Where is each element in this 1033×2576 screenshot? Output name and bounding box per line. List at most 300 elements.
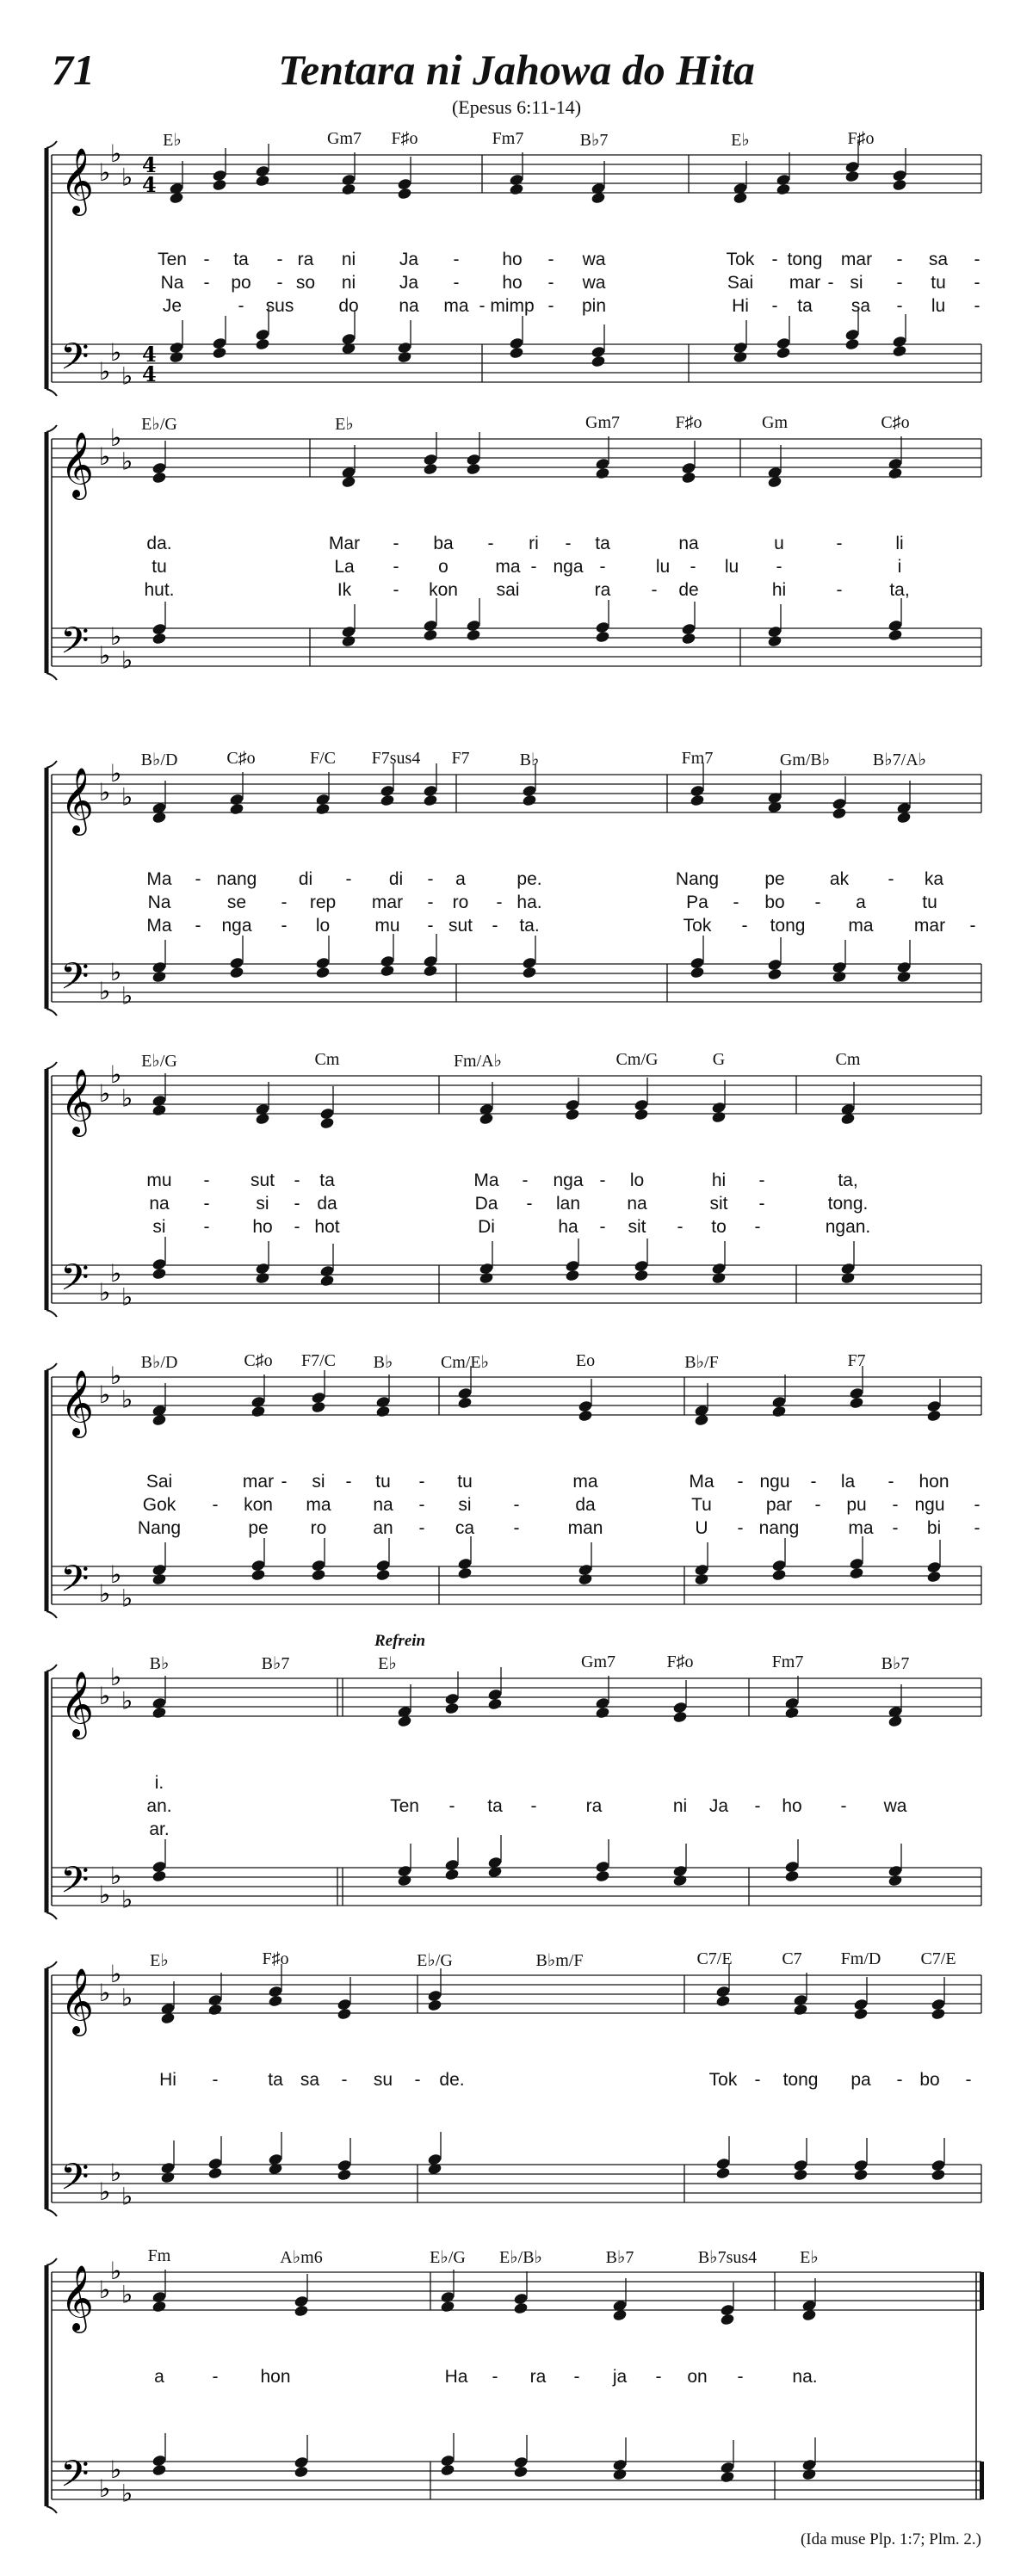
note-head — [294, 2295, 309, 2307]
lyric-syllable: lu — [655, 557, 671, 577]
lyric-syllable: pa — [851, 2070, 871, 2090]
note-head — [767, 625, 782, 638]
lyric-syllable: - — [294, 1171, 300, 1190]
chord-symbol: Cm/G — [615, 1050, 659, 1069]
lyric-syllable: - — [195, 869, 201, 889]
chord-symbol: F♯o — [675, 413, 702, 432]
lyric-syllable: si — [152, 1217, 166, 1237]
key-flat-icon: ♭ — [110, 1560, 122, 1589]
lyric-syllable: nga — [553, 1171, 584, 1190]
lyric-syllable: ma — [572, 1472, 598, 1492]
hymn-number: 71 — [52, 46, 95, 94]
footnote: (Ida muse Plp. 1:7; Plm. 2.) — [800, 2530, 981, 2548]
lyric-syllable: do — [338, 296, 359, 316]
chord-symbol: Gm — [762, 413, 788, 432]
note-head — [784, 1696, 800, 1709]
lyric-syllable: ni — [341, 250, 356, 269]
lyric-syllable: - — [203, 273, 210, 293]
note-head — [397, 177, 412, 190]
lyric-syllable: Gok — [142, 1495, 176, 1515]
note-head — [771, 1395, 787, 1408]
chord-symbol: C7 — [782, 1949, 802, 1968]
note-head — [672, 1864, 688, 1877]
note-head — [152, 622, 167, 635]
lyric-syllable: - — [888, 869, 894, 889]
lyric-syllable: mar — [371, 893, 404, 912]
key-flat-icon: ♭ — [110, 1060, 122, 1089]
lyric-syllable: u — [774, 534, 784, 553]
chord-symbol: Eo — [575, 1351, 596, 1370]
lyric-syllable: Nang — [137, 1518, 182, 1538]
lyric-syllable: pe. — [516, 869, 542, 889]
lyric-syllable: - — [203, 250, 210, 269]
lyric-syllable: ta — [233, 250, 249, 269]
chord-symbol: Cm — [314, 1050, 340, 1069]
key-flat-icon: ♭ — [110, 2456, 122, 2484]
key-flat-icon: ♭ — [121, 2280, 133, 2309]
lyric-syllable: mar — [913, 916, 946, 936]
lyric-syllable: an. — [146, 1796, 172, 1816]
note-head — [793, 1993, 808, 2006]
chord-symbol: E♭/G — [141, 1052, 177, 1071]
chord-symbol: F7sus4 — [371, 749, 421, 768]
lyric-syllable: - — [427, 916, 434, 936]
note-head — [251, 1395, 266, 1408]
note-head — [152, 961, 167, 973]
lyric-syllable: - — [294, 1194, 300, 1214]
note-head — [337, 2159, 352, 2171]
key-flat-icon: ♭ — [110, 423, 122, 452]
lyric-syllable: la — [840, 1472, 856, 1492]
lyric-syllable: man — [567, 1518, 603, 1538]
note-head — [892, 335, 907, 348]
lyric-syllable: Na — [147, 893, 171, 912]
chord-symbol: E♭ — [378, 1654, 397, 1673]
lyric-syllable: - — [492, 2367, 498, 2387]
note-head — [397, 341, 412, 354]
lyric-syllable: Nang — [675, 869, 720, 889]
lyric-syllable: na — [678, 534, 699, 553]
lyric-syllable: sut — [448, 916, 473, 936]
lyric-syllable: tu — [922, 893, 937, 912]
note-head — [832, 961, 847, 973]
lyric-syllable: - — [276, 250, 283, 269]
lyric-syllable: ho — [782, 1796, 802, 1816]
bass-clef-icon: 𝄢 — [60, 955, 90, 1007]
hymn-title: Tentara ni Jahowa do Hita — [278, 46, 755, 94]
bass-clef-icon: 𝄢 — [60, 1257, 90, 1308]
lyric-syllable: - — [771, 296, 778, 316]
lyric-syllable: - — [758, 1171, 765, 1190]
bass-clef-icon: 𝄢 — [60, 1859, 90, 1911]
lyric-syllable: sut — [250, 1171, 275, 1190]
chord-symbol: F♯o — [262, 1949, 289, 1968]
note-head — [423, 453, 438, 466]
lyric-syllable: ta — [595, 534, 610, 553]
lyric-syllable: pin — [581, 296, 607, 316]
lyric-syllable: Tok — [683, 916, 712, 936]
key-flat-icon: ♭ — [110, 139, 122, 168]
lyric-syllable: an — [373, 1518, 393, 1538]
lyric-syllable: mar — [840, 250, 873, 269]
lyric-syllable: - — [737, 2367, 744, 2387]
lyric-syllable: - — [345, 869, 352, 889]
lyric-syllable: ak — [829, 869, 850, 889]
key-flat-icon: ♭ — [99, 2474, 111, 2503]
note-head — [767, 958, 782, 971]
note-head — [595, 1696, 610, 1709]
key-flat-icon: ♭ — [99, 2276, 111, 2304]
key-flat-icon: ♭ — [110, 958, 122, 986]
music-system — [0, 1949, 1033, 2233]
key-flat-icon: ♭ — [121, 1282, 133, 1312]
note-head — [801, 2458, 817, 2471]
lyric-syllable: - — [492, 916, 498, 936]
note-head — [319, 1264, 335, 1277]
lyric-syllable: nga — [221, 916, 252, 936]
lyric-syllable: si — [850, 273, 863, 293]
lyric-syllable: rep — [309, 893, 337, 912]
note-head — [423, 784, 438, 797]
chord-symbol: A♭m6 — [280, 2248, 323, 2267]
lyric-syllable: ar. — [149, 1819, 170, 1839]
chord-symbol: B♭/D — [140, 751, 178, 769]
key-flat-icon: ♭ — [99, 1079, 111, 1108]
chord-symbol: F♯o — [391, 129, 418, 148]
note-head — [784, 1860, 800, 1873]
note-head — [479, 1262, 494, 1275]
lyric-syllable: na. — [792, 2367, 818, 2387]
chord-symbol: E♭ — [800, 2248, 819, 2267]
treble-clef-icon: 𝄞 — [60, 767, 95, 833]
note-head — [513, 2456, 529, 2468]
lyric-syllable: - — [203, 1171, 210, 1190]
lyric-syllable: Hi — [159, 2070, 176, 2090]
note-head — [595, 1860, 610, 1873]
key-flat-icon: ♭ — [121, 1385, 133, 1414]
lyric-syllable: lu — [931, 296, 946, 316]
lyric-syllable: - — [496, 893, 503, 912]
key-flat-icon: ♭ — [99, 977, 111, 1005]
note-head — [926, 1399, 942, 1412]
note-head — [457, 1557, 473, 1570]
note-head — [522, 784, 537, 797]
lyric-syllable: - — [974, 273, 980, 293]
note-head — [578, 1399, 593, 1412]
key-flat-icon: ♭ — [110, 2159, 122, 2187]
lyric-syllable: - — [896, 250, 903, 269]
lyric-syllable: ta — [319, 1171, 335, 1190]
note-head — [849, 1557, 864, 1570]
lyric-syllable: - — [771, 250, 778, 269]
note-head — [152, 1257, 167, 1270]
chord-symbol: E♭ — [731, 131, 750, 150]
key-flat-icon: ♭ — [121, 447, 133, 476]
lyric-syllable: Sai — [145, 1472, 173, 1492]
note-head — [152, 1563, 167, 1576]
lyric-syllable: ra — [594, 580, 611, 600]
lyric-syllable: ta. — [519, 916, 540, 936]
lyric-syllable: mar — [789, 273, 821, 293]
lyric-syllable: ro — [452, 893, 469, 912]
chord-symbol: E♭/G — [417, 1951, 453, 1970]
lyric-syllable: tu — [931, 273, 946, 293]
lyric-syllable: Da — [474, 1194, 498, 1214]
note-head — [715, 2157, 731, 2170]
lyric-syllable: na — [149, 1194, 170, 1214]
chord-symbol: B♭ — [519, 751, 540, 769]
lyric-syllable: tu — [375, 1472, 391, 1492]
chord-symbol: F7 — [451, 749, 470, 768]
lyric-syllable: pe — [764, 869, 785, 889]
lyric-syllable: Ja — [399, 250, 419, 269]
note-head — [853, 1998, 869, 2011]
lyric-syllable: ta — [268, 2070, 283, 2090]
treble-clef-icon: 𝄞 — [60, 1068, 95, 1134]
lyric-syllable: da — [575, 1495, 596, 1515]
lyric-syllable: - — [814, 893, 821, 912]
lyric-syllable: - — [345, 1472, 352, 1492]
staff-graphics — [0, 2246, 1033, 2530]
treble-clef-icon: 𝄞 — [60, 2264, 95, 2331]
bass-clef-icon: 𝄢 — [60, 336, 90, 387]
lyric-syllable: mu — [374, 916, 400, 936]
lyric-syllable: ca — [455, 1518, 475, 1538]
note-head — [397, 1864, 412, 1877]
note-head — [771, 1559, 787, 1572]
note-head — [578, 1563, 593, 1576]
chord-symbol: Cm — [835, 1050, 861, 1069]
lyric-syllable: mu — [146, 1171, 172, 1190]
lyric-syllable: ho — [502, 273, 523, 293]
note-head — [212, 337, 227, 349]
key-flat-icon: ♭ — [121, 1084, 133, 1113]
lyric-syllable: - — [294, 1217, 300, 1237]
lyric-syllable: lan — [555, 1194, 581, 1214]
staff-graphics — [0, 413, 1033, 697]
note-head — [595, 621, 610, 633]
chord-symbol: F7/C — [300, 1351, 337, 1370]
bass-clef-icon: 𝄢 — [60, 2156, 90, 2208]
note-head — [522, 956, 537, 969]
lyric-syllable: Ja — [708, 1796, 729, 1816]
note-head — [375, 1559, 391, 1572]
lyric-syllable: Ten — [158, 250, 187, 269]
note-head — [255, 164, 270, 177]
lyric-syllable: - — [896, 2070, 903, 2090]
lyric-syllable: - — [414, 2070, 421, 2090]
lyric-syllable: wa — [582, 250, 606, 269]
lyric-syllable: - — [238, 296, 244, 316]
lyric-syllable: - — [530, 1796, 537, 1816]
lyric-syllable: ngu — [914, 1495, 945, 1515]
note-head — [423, 954, 438, 967]
note-head — [776, 173, 791, 186]
lyric-syllable: - — [453, 250, 460, 269]
lyric-syllable: - — [393, 580, 399, 600]
note-head — [440, 2290, 455, 2303]
lyric-syllable: - — [892, 1518, 899, 1538]
lyric-syllable: - — [427, 893, 434, 912]
lyric-syllable: Ma — [473, 1171, 499, 1190]
note-head — [440, 2454, 455, 2467]
lyric-syllable: - — [479, 296, 486, 316]
key-flat-icon: ♭ — [121, 782, 133, 812]
lyric-syllable: - — [810, 1472, 817, 1492]
note-head — [681, 461, 696, 474]
chord-symbol: F/C — [309, 749, 337, 768]
lyric-syllable: da. — [146, 534, 172, 553]
note-head — [315, 956, 331, 969]
chord-symbol: E♭/G — [141, 415, 177, 434]
lyric-syllable: ha — [558, 1217, 578, 1237]
lyric-syllable: Sai — [727, 273, 754, 293]
lyric-syllable: de. — [439, 2070, 465, 2090]
lyric-syllable: ra — [297, 250, 314, 269]
note-head — [294, 2456, 309, 2468]
lyric-syllable: bo — [919, 2070, 940, 2090]
lyric-syllable: - — [969, 916, 976, 936]
note-head — [926, 1560, 942, 1573]
note-head — [720, 2461, 735, 2474]
lyric-syllable: - — [599, 557, 606, 577]
lyric-syllable: hut. — [144, 580, 175, 600]
lyric-syllable: - — [513, 1518, 520, 1538]
key-flat-icon: ♭ — [110, 2257, 122, 2285]
staff-graphics — [0, 1351, 1033, 1635]
key-flat-icon: ♭ — [99, 1579, 111, 1608]
chord-symbol: Cm/E♭ — [440, 1353, 490, 1372]
lyric-syllable: - — [393, 557, 399, 577]
note-head — [840, 1262, 856, 1275]
lyric-syllable: bo — [764, 893, 785, 912]
note-head — [509, 173, 524, 186]
lyric-syllable: na — [399, 296, 419, 316]
lyric-syllable: ba — [433, 534, 454, 553]
refrain-label: Refrein — [374, 1632, 426, 1650]
lyric-syllable: nga — [553, 557, 584, 577]
note-head — [565, 1259, 580, 1272]
lyric-syllable: - — [281, 1472, 288, 1492]
note-head — [888, 619, 903, 632]
key-flat-icon: ♭ — [99, 778, 111, 806]
lyric-syllable: - — [522, 1171, 529, 1190]
lyric-syllable: ma — [848, 1518, 874, 1538]
lyric-syllable: - — [827, 273, 834, 293]
lyric-syllable: sai — [496, 580, 520, 600]
key-flat-icon: ♭ — [121, 1885, 133, 1914]
note-head — [341, 625, 356, 638]
lyric-syllable: - — [896, 273, 903, 293]
lyric-syllable: - — [281, 916, 288, 936]
lyric-syllable: nang — [216, 869, 257, 889]
lyric-syllable: so — [295, 273, 316, 293]
lyric-syllable: li — [895, 534, 904, 553]
lyric-syllable: wa — [582, 273, 606, 293]
music-system — [0, 1050, 1033, 1334]
lyric-syllable: - — [513, 1495, 520, 1515]
lyric-syllable: nang — [758, 1518, 800, 1538]
lyric-syllable: mimp — [490, 296, 535, 316]
lyric-syllable: ha. — [516, 893, 542, 912]
lyric-syllable: hot — [314, 1217, 340, 1237]
bass-clef-icon: 𝄢 — [60, 2453, 90, 2505]
chord-symbol: Gm/B♭ — [779, 751, 831, 769]
key-flat-icon: ♭ — [99, 1682, 111, 1710]
lyric-syllable: lu — [724, 557, 739, 577]
lyric-syllable: - — [737, 1472, 744, 1492]
note-head — [207, 2157, 223, 2170]
lyric-syllable: ma — [306, 1495, 331, 1515]
note-head — [690, 956, 705, 969]
key-flat-icon: ♭ — [110, 1259, 122, 1288]
lyric-syllable: ta, — [889, 580, 910, 600]
lyric-syllable: U — [695, 1518, 708, 1538]
lyric-syllable: - — [599, 1217, 606, 1237]
lyric-syllable: ro — [310, 1518, 327, 1538]
time-signature: 4 — [142, 342, 157, 367]
chord-symbol: Fm — [147, 2246, 171, 2265]
lyric-syllable: - — [427, 869, 434, 889]
lyric-syllable: su — [373, 2070, 393, 2090]
key-flat-icon: ♭ — [99, 357, 111, 386]
lyric-syllable: ka — [924, 869, 944, 889]
note-head — [152, 2290, 167, 2303]
music-system — [0, 1351, 1033, 1635]
note-head — [681, 622, 696, 635]
lyric-syllable: Di — [478, 1217, 495, 1237]
chord-symbol: Gm7 — [585, 413, 620, 432]
key-flat-icon: ♭ — [110, 759, 122, 788]
note-head — [720, 2303, 735, 2316]
key-flat-icon: ♭ — [99, 2178, 111, 2206]
lyric-syllable: bi — [926, 1518, 942, 1538]
lyric-syllable: tong — [787, 250, 823, 269]
lyric-syllable: - — [203, 1217, 210, 1237]
chord-symbol: G — [712, 1050, 726, 1069]
lyric-syllable: hi — [711, 1171, 727, 1190]
lyric-syllable: di — [298, 869, 313, 889]
lyric-syllable: - — [892, 1495, 899, 1515]
treble-clef-icon: 𝄞 — [60, 147, 95, 213]
lyric-syllable: - — [651, 580, 658, 600]
note-head — [169, 341, 184, 354]
lyric-syllable: ni — [672, 1796, 688, 1816]
lyric-syllable: ri — [529, 534, 539, 553]
lyric-syllable: sit — [628, 1217, 646, 1237]
lyric-syllable: Na — [160, 273, 184, 293]
lyric-syllable: - — [203, 1194, 210, 1214]
lyric-syllable: - — [530, 557, 537, 577]
lyric-syllable: sa — [300, 2070, 320, 2090]
note-head — [595, 457, 610, 470]
chord-symbol: F7 — [847, 1351, 866, 1370]
lyric-syllable: Ik — [337, 580, 352, 600]
chord-symbol: B♭7 — [579, 131, 609, 150]
lyric-syllable: - — [754, 1796, 761, 1816]
key-flat-icon: ♭ — [99, 442, 111, 471]
note-head — [444, 1858, 460, 1871]
lyric-syllable: lo — [315, 916, 331, 936]
lyric-syllable: - — [814, 1495, 821, 1515]
chord-symbol: B♭7sus4 — [697, 2248, 758, 2267]
note-head — [255, 1262, 270, 1275]
lyric-syllable: - — [776, 557, 782, 577]
note-head — [892, 169, 907, 182]
lyric-syllable: Ha — [444, 2367, 468, 2387]
note-head — [888, 457, 903, 470]
lyric-syllable: Mar — [328, 534, 361, 553]
